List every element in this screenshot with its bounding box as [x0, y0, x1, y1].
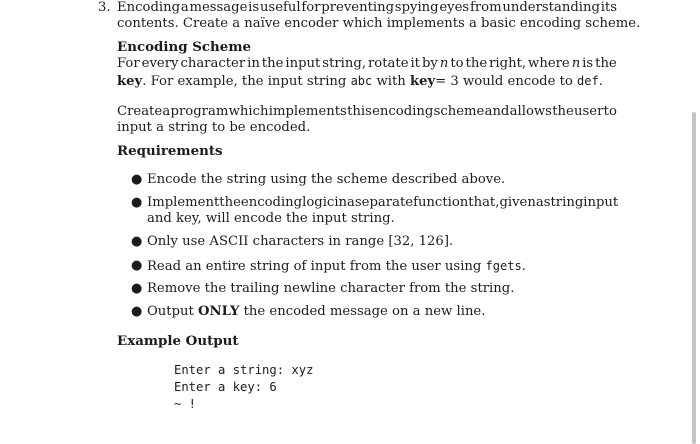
- word: is: [582, 56, 594, 71]
- word: character: [180, 56, 246, 71]
- requirement-6: Output ONLY the encoded message on a new line.: [147, 304, 486, 319]
- word: n: [439, 56, 449, 71]
- word: implements: [268, 104, 347, 119]
- word: to: [603, 104, 617, 119]
- requirement-4: Read an entire string of input from the user using fgets.: [147, 259, 526, 274]
- example-output-line: Enter a string: xyz: [174, 363, 314, 377]
- word: a: [162, 104, 171, 119]
- example-output-code: def: [577, 74, 599, 88]
- word: For: [117, 56, 140, 71]
- word: it: [410, 56, 420, 71]
- word: given: [499, 195, 536, 210]
- word: encoding: [372, 104, 434, 119]
- word: right,: [489, 56, 527, 71]
- scheme-line2: key. For example, the input string abc with key= 3 would encode to def.: [117, 74, 603, 89]
- word: the: [261, 56, 284, 71]
- word: by: [421, 56, 438, 71]
- bullet-icon: ●: [131, 172, 143, 187]
- word: a: [180, 0, 189, 15]
- word: the: [465, 56, 488, 71]
- word: input: [285, 56, 321, 71]
- word: that,: [468, 195, 500, 210]
- word: Create: [117, 104, 163, 119]
- key-label: key: [409, 74, 436, 89]
- bullet-icon: ●: [131, 234, 143, 249]
- word: a: [347, 195, 355, 210]
- only-emphasis: ONLY: [198, 304, 240, 319]
- word: the: [219, 195, 241, 210]
- example-input-code: abc: [350, 74, 373, 88]
- bullet-icon: ●: [131, 195, 143, 210]
- example-output-line: Enter a key: 6: [174, 380, 277, 394]
- task-line2: input a string to be encoded.: [117, 120, 311, 135]
- word: from: [469, 0, 502, 15]
- word: eyes: [439, 0, 470, 15]
- word: in: [334, 195, 348, 210]
- word: rotate: [367, 56, 409, 71]
- word: and: [484, 104, 510, 119]
- word: useful: [259, 0, 301, 15]
- key-term: key: [117, 74, 143, 89]
- bullet-icon: ●: [131, 281, 143, 296]
- bullet-icon: ●: [131, 258, 143, 273]
- word: allows: [509, 104, 552, 119]
- word: Encoding: [117, 0, 181, 15]
- requirement-2-line2: and key, will encode the input string.: [147, 211, 395, 226]
- word: where: [528, 56, 570, 71]
- word: the: [595, 56, 617, 71]
- scrollbar-thumb[interactable]: [692, 112, 696, 444]
- word: its: [600, 0, 617, 15]
- fgets-code: fgets: [485, 259, 522, 273]
- word: in: [247, 56, 260, 71]
- word: the: [552, 104, 574, 119]
- word: preventing: [321, 0, 395, 15]
- word: scheme: [433, 104, 485, 119]
- requirement-3: Only use ASCII characters in range [32, 126].: [147, 234, 454, 249]
- word: logic: [302, 195, 335, 210]
- word: message: [189, 0, 248, 15]
- problem-intro-line2: contents. Create a naïve encoder which implements a basic encoding scheme.: [117, 16, 641, 31]
- word: which: [228, 104, 269, 119]
- encoding-scheme-heading: Encoding Scheme: [117, 39, 252, 55]
- scheme-line1: [117, 56, 617, 72]
- task-line1: [117, 104, 617, 120]
- word: user: [574, 104, 604, 119]
- word: function: [413, 195, 469, 210]
- word: Implement: [147, 195, 220, 210]
- requirement-1: Encode the string using the scheme described above.: [147, 172, 506, 187]
- word: for: [301, 0, 321, 15]
- word: program: [170, 104, 229, 119]
- vertical-scrollbar[interactable]: [690, 0, 700, 444]
- requirement-5: Remove the trailing newline character from the string.: [147, 281, 515, 296]
- word: is: [248, 0, 260, 15]
- word: string: [543, 195, 584, 210]
- requirements-heading: Requirements: [117, 143, 223, 159]
- word: input: [583, 195, 619, 210]
- word: encoding: [240, 195, 303, 210]
- word: this: [347, 104, 372, 119]
- word: string,: [322, 56, 367, 71]
- word: understanding: [502, 0, 600, 15]
- problem-intro-line1: [117, 0, 617, 16]
- word: to: [450, 56, 464, 71]
- requirement-2-line1: [147, 195, 619, 211]
- example-output-heading: Example Output: [117, 333, 239, 349]
- word: every: [141, 56, 179, 71]
- word: spying: [394, 0, 439, 15]
- example-output-line: ~ !: [174, 397, 197, 411]
- word: a: [535, 195, 544, 210]
- word: separate: [354, 195, 414, 210]
- word: n: [571, 56, 581, 71]
- bullet-icon: ●: [131, 304, 143, 319]
- problem-number: 3.: [98, 0, 111, 15]
